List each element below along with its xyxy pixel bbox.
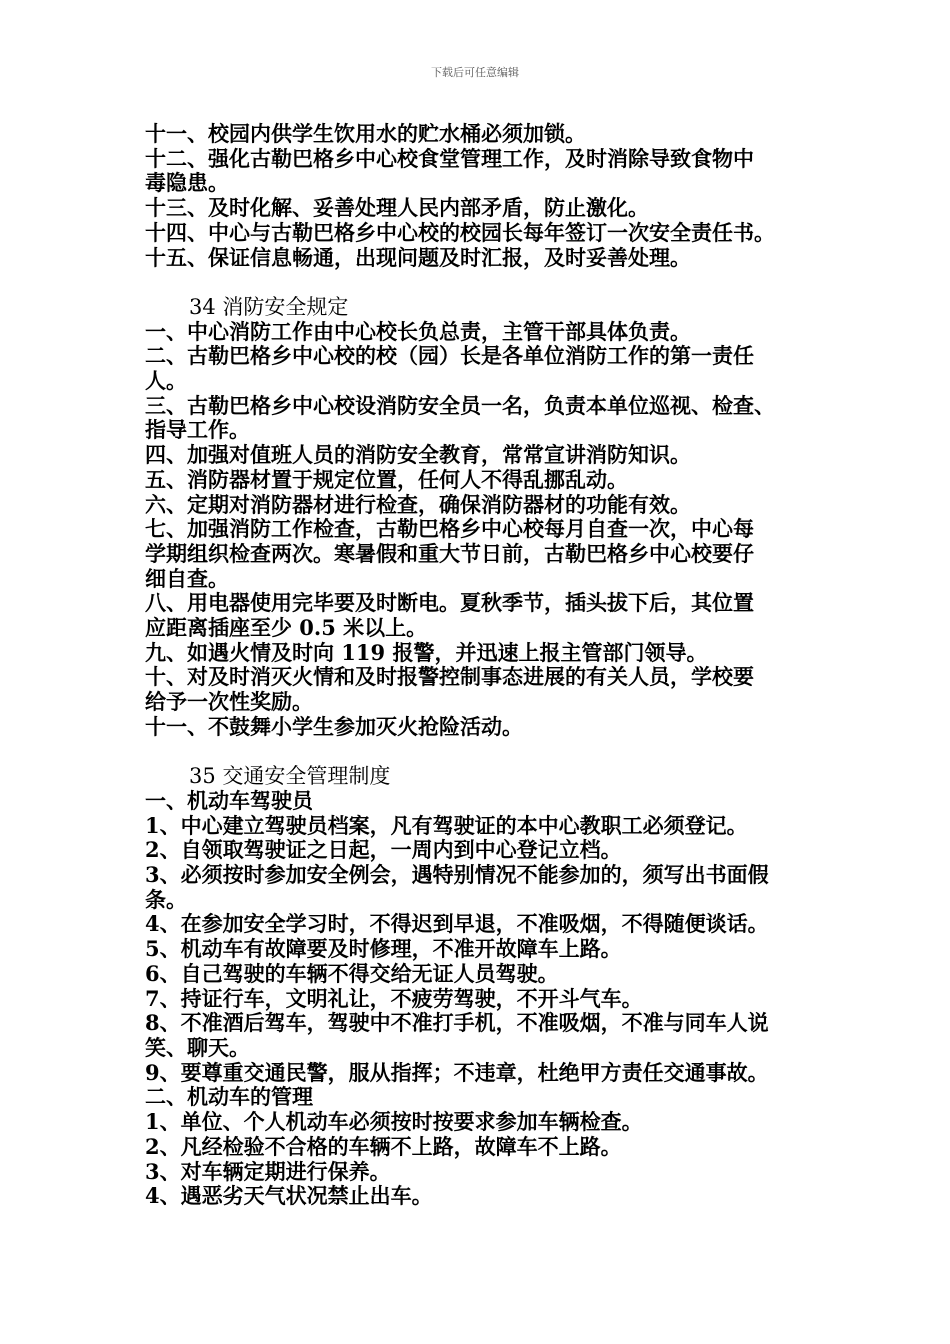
text-line: 四、加强对值班人员的消防安全教育，常常宣讲消防知识。: [145, 442, 691, 468]
text-line: 指导工作。: [145, 417, 250, 443]
text-line: 一、机动车驾驶员: [145, 787, 313, 813]
text-line: 二、古勒巴格乡中心校的校（园）长是各单位消防工作的第一责任: [145, 343, 754, 369]
text-line: 7、持证行车，文明礼让，不疲劳驾驶，不开斗气车。: [145, 985, 643, 1011]
section-title: 35 交通安全管理制度: [189, 764, 391, 789]
text-line: 毒隐患。: [145, 170, 229, 196]
section-title: 34 消防安全规定: [189, 294, 349, 319]
text-line: 1、单位、个人机动车必须按时按要求参加车辆检查。: [145, 1109, 643, 1135]
text-line: 4、在参加安全学习时，不得迟到早退，不准吸烟，不得随便谈话。: [145, 911, 769, 937]
text-line: 3、必须按时参加安全例会，遇特别情况不能参加的，须写出书面假: [145, 862, 769, 888]
text-line: 十二、强化古勒巴格乡中心校食堂管理工作，及时消除导致食物中: [145, 145, 754, 171]
text-line: 4、遇恶劣天气状况禁止出车。: [145, 1183, 433, 1209]
text-line: 六、定期对消防器材进行检查，确保消防器材的功能有效。: [145, 491, 691, 517]
text-line: 6、自己驾驶的车辆不得交给无证人员驾驶。: [145, 960, 559, 986]
text-line: 一、中心消防工作由中心校长负总责，主管干部具体负责。: [145, 318, 691, 344]
text-line: 九、如遇火情及时向 119 报警，并迅速上报主管部门领导。: [145, 639, 708, 665]
text-line: 9、要尊重交通民警，服从指挥；不违章，杜绝甲方责任交通事故。: [145, 1059, 769, 1085]
text-line: 八、用电器使用完毕要及时断电。夏秋季节，插头拔下后，其位置: [145, 590, 754, 616]
text-line: 5、机动车有故障要及时修理，不准开故障车上路。: [145, 936, 622, 962]
text-line: 五、消防器材置于规定位置，任何人不得乱挪乱动。: [145, 466, 628, 492]
text-line: 二、机动车的管理: [145, 1084, 313, 1110]
text-line: 人。: [145, 368, 187, 394]
section-34-fire-safety: [145, 295, 835, 740]
text-line: 七、加强消防工作检查，古勒巴格乡中心校每月自查一次，中心每: [145, 516, 754, 542]
text-line: 细自查。: [145, 565, 229, 591]
text-line: 1、中心建立驾驶员档案，凡有驾驶证的本中心教职工必须登记。: [145, 812, 748, 838]
text-line: 8、不准酒后驾车，驾驶中不准打手机，不准吸烟，不准与同车人说: [145, 1010, 769, 1036]
section-35-traffic-safety: [145, 764, 835, 1209]
text-line: 条。: [145, 886, 187, 912]
text-line: 笑、聊天。: [145, 1034, 250, 1060]
page-header: 下载后可任意编辑: [431, 66, 519, 79]
text-line: 3、对车辆定期进行保养。: [145, 1158, 391, 1184]
text-line: 学期组织检查两次。寒暑假和重大节日前，古勒巴格乡中心校要仔: [145, 540, 754, 566]
text-line: 三、古勒巴格乡中心校设消防安全员一名，负责本单位巡视、检查、: [145, 392, 775, 418]
text-line: 十、对及时消灭火情和及时报警控制事态进展的有关人员，学校要: [145, 664, 754, 690]
text-line: 2、凡经检验不合格的车辆不上路，故障车不上路。: [145, 1133, 622, 1159]
text-line: 十一、校园内供学生饮用水的贮水桶必须加锁。: [145, 121, 586, 146]
document-body: [145, 122, 835, 1209]
section-spacer: [145, 270, 835, 295]
text-line: 给予一次性奖励。: [145, 689, 313, 715]
text-line: 应距离插座至少 0.5 米以上。: [145, 615, 428, 641]
text-line: 十三、及时化解、妥善处理人民内部矛盾，防止激化。: [145, 195, 649, 221]
section-spacer: [145, 740, 835, 765]
text-line: 2、自领取驾驶证之日起，一周内到中心登记立档。: [145, 837, 622, 863]
text-line: 十一、不鼓舞小学生参加灭火抢险活动。: [145, 713, 523, 739]
safety-rules-continued: [145, 122, 835, 270]
text-line: 十五、保证信息畅通，出现问题及时汇报，及时妥善处理。: [145, 244, 691, 270]
text-line: 十四、中心与古勒巴格乡中心校的校园长每年签订一次安全责任书。: [145, 219, 775, 245]
